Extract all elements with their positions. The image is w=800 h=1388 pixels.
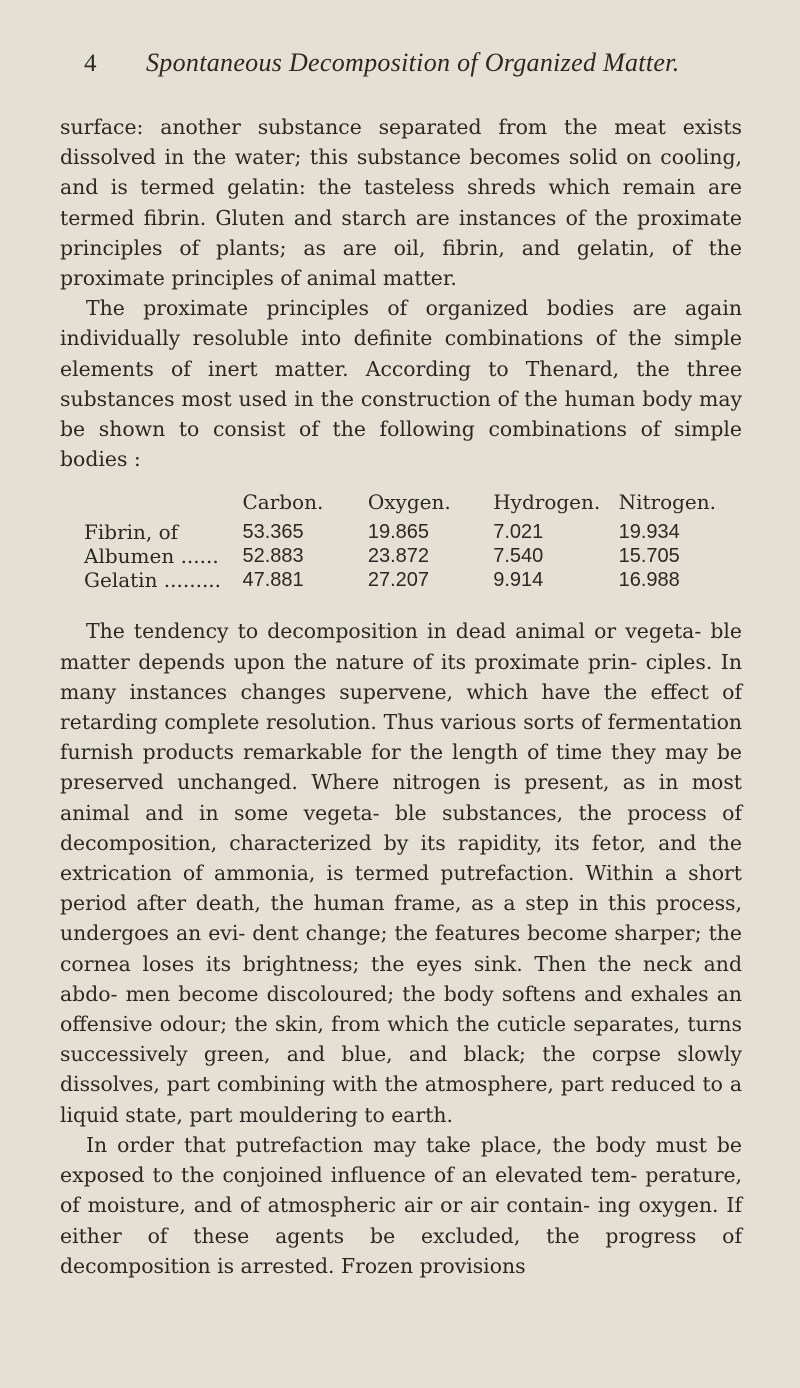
table-row-gelatin xyxy=(84,568,744,592)
oxygen-value: 23.872 xyxy=(367,545,430,568)
hydrogen-value: 9.914 xyxy=(493,569,544,592)
table-header-hydrogen: Hydrogen. xyxy=(493,490,601,515)
table-header-oxygen: Oxygen. xyxy=(367,490,451,515)
composition-table xyxy=(84,490,744,592)
table-row-albumen xyxy=(84,544,744,568)
carbon-value: 53.365 xyxy=(242,521,304,544)
oxygen-value: 19.865 xyxy=(367,521,430,544)
hydrogen-value: 7.021 xyxy=(493,521,544,544)
running-head-title: Spontaneous Decomposition of Organized Matter. xyxy=(146,48,680,77)
table-header-nitrogen: Nitrogen. xyxy=(618,490,717,515)
row-label: Albumen ...... xyxy=(84,544,219,569)
nitrogen-value: 15.705 xyxy=(618,545,680,568)
table-header-carbon: Carbon. xyxy=(242,490,324,515)
nitrogen-value: 16.988 xyxy=(618,569,680,592)
carbon-value: 47.881 xyxy=(242,569,304,592)
table-row-fibrin xyxy=(84,520,744,544)
row-label: Fibrin, of xyxy=(84,520,179,545)
paragraph-3: The tendency to decomposition in dead animal or vegeta- ble matter depends upon the nature of its proximate prin- ciples. In many instances changes supervene, which have the effect of retarding complete resolution. Thus various sorts of fermentation furnish products remarkable for the length of time they may be preserved unchanged. Where nitrogen is present, as in most animal and in some vegeta- ble substances, the process of decomposition, characterized by its rapidity, its fetor, and the extrication of ammonia, is termed putrefaction. Within a short period after death, the human frame, as a step in this process, undergoes an evi- dent change; the features become sharper; the cornea loses its brightness; the eyes sink. Then the neck and abdo- men become discoloured; the body softens and exhales an offensive odour; the skin, from which the cuticle separates, turns successively green, and blue, and black; the corpse slowly dissolves, part combining with the atmosphere, part reduced to a liquid state, part mouldering to earth. xyxy=(60,619,742,1127)
table-header-blank xyxy=(84,490,242,520)
running-head xyxy=(84,48,742,94)
nitrogen-value: 19.934 xyxy=(618,521,680,544)
paragraph-2: The proximate principles of organized bodies are again individually resoluble into definite combinations of the simple elements of inert matter. According to Thenard, the three substances most used in the construction of the human body may be shown to consist of the following combinations of simple bodies : xyxy=(60,296,742,472)
book-page xyxy=(60,48,742,1281)
row-label: Gelatin ......... xyxy=(84,568,222,593)
hydrogen-value: 7.540 xyxy=(493,545,544,568)
table-header-row xyxy=(84,490,744,520)
paragraph-1: surface: another substance separated from the meat exists dissolved in the water; this substance becomes solid on cooling, and is termed gelatin: the tasteless shreds which remain are termed fibrin. Gluten and starch are instances of the proximate principles of plants; as are oil, fibrin, and gelatin, of the proximate principles of animal matter. xyxy=(60,115,742,291)
oxygen-value: 27.207 xyxy=(367,569,430,592)
carbon-value: 52.883 xyxy=(242,545,304,568)
paragraph-4: In order that putrefaction may take place, the body must be exposed to the conjoined influence of an elevated tem- perature, of moisture, and of atmospheric air or air contain- ing oxygen. If either of these agents be excluded, the progress of decomposition is arrested. Frozen provisions xyxy=(60,1132,742,1278)
page-number: 4 xyxy=(84,50,97,77)
